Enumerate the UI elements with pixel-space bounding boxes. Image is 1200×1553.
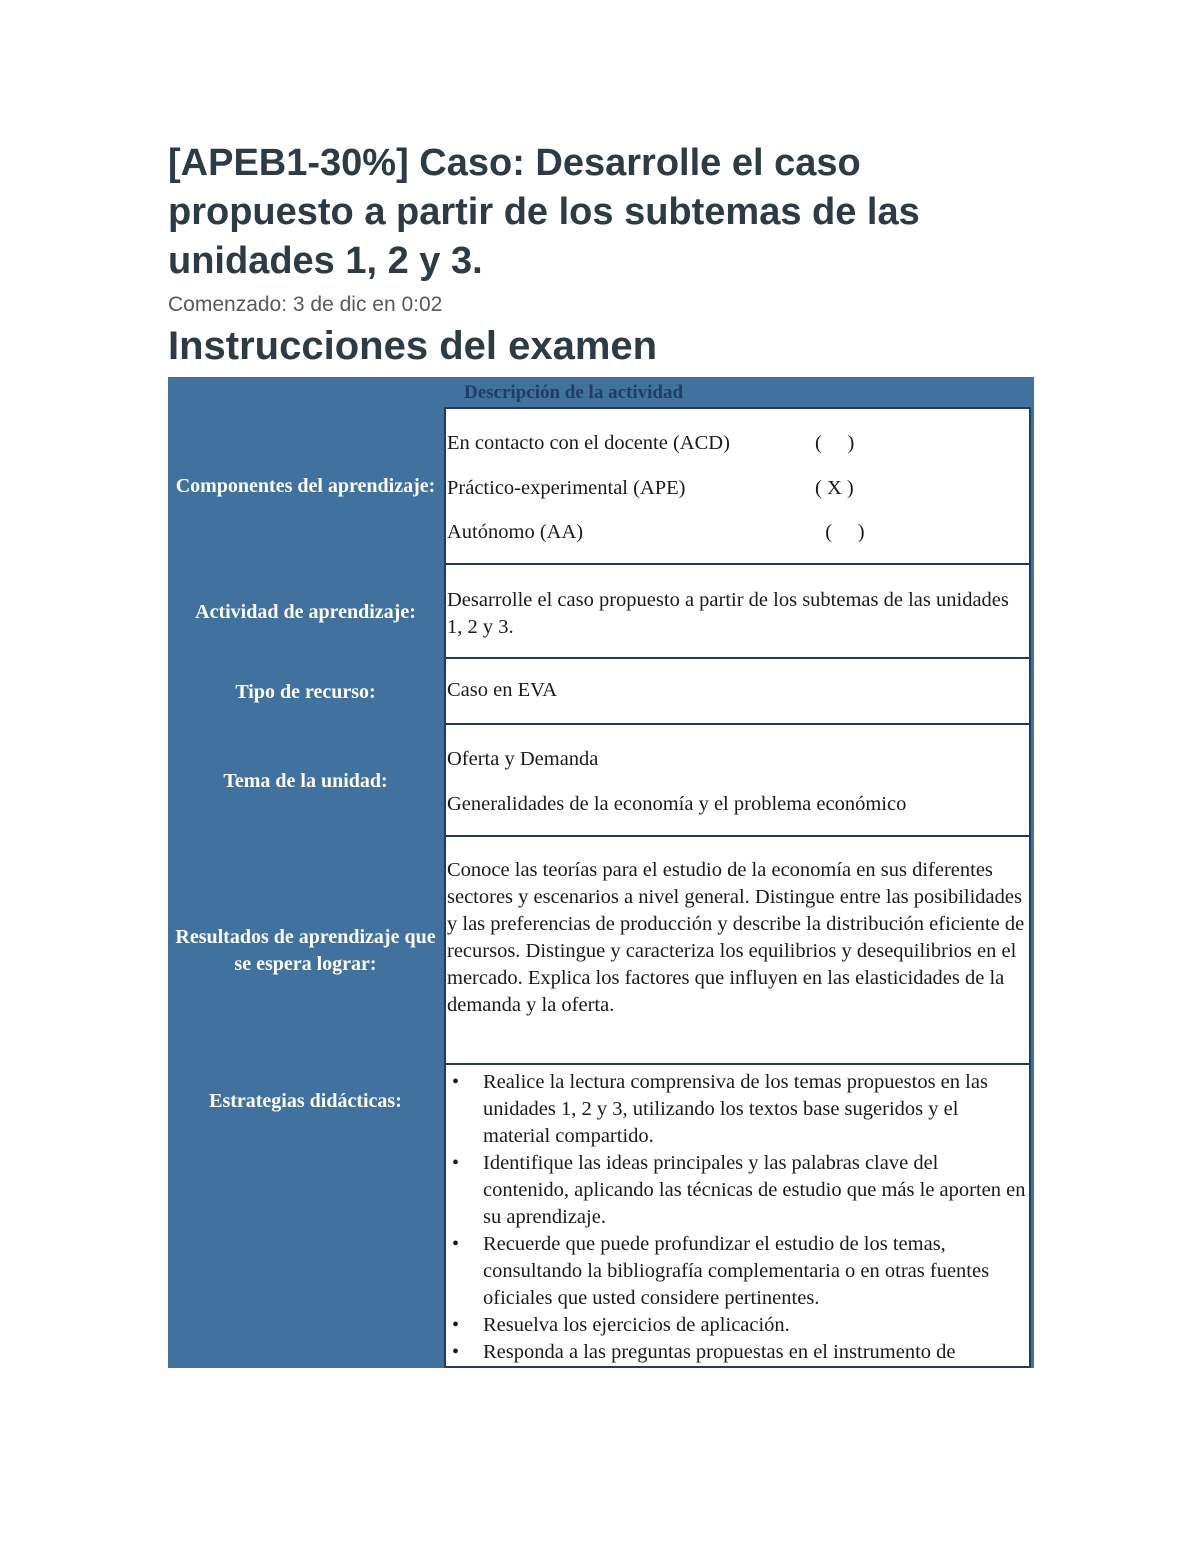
components-cell (444, 407, 1031, 565)
started-timestamp: Comenzado: 3 de dic en 0:02 (168, 293, 443, 316)
components-label: Componentes del aprendizaje: (175, 475, 436, 497)
learning-outcomes-label: Resultados de aprendizaje que se espera lograr: (175, 926, 436, 975)
activity-label: Actividad de aprendizaje: (195, 600, 416, 623)
teaching-strategies-cell (444, 1063, 1031, 1368)
learning-outcomes-cell: Conoce las teorías para el estudio de la economía en sus diferentes sectores y escenarios a nivel general. Distingue entre las posibilidades y las preferencias de producción y describe la distribución eficiente de recursos. Distingue y caracteriza los equilibrios y desequilibrios en el mercado. Explica los factores que influyen en las elasticidades de la demanda y la oferta. (444, 835, 1031, 1065)
strategies-list (447, 1069, 1029, 1366)
component-row: Autónomo (AA) ( ) (447, 521, 865, 543)
component-row: En contacto con el docente (ACD) ( ) (447, 432, 855, 454)
list-item: • Realice la lectura comprensiva de los temas propuestos en las unidades 1, 2 y 3, utilizando los textos base sugeridos y el material compartido. (483, 1069, 1029, 1150)
resource-type-label: Tipo de recurso: (235, 680, 376, 703)
resource-type-cell: Caso en EVA (444, 657, 1031, 725)
list-item: • Identifique las ideas principales y las palabras clave del contenido, aplicando las técnicas de estudio que más le aporten en su aprendizaje. (483, 1150, 1029, 1231)
activity-description-table (168, 377, 1034, 1368)
teaching-strategies-label: Estrategias didácticas: (209, 1089, 402, 1112)
page-title: [APEB1-30%] Caso: Desarrolle el caso propuesto a partir de los subtemas de las unidades 1, 2 y 3. (168, 142, 920, 282)
unit-topic-cell: Oferta y Demanda Generalidades de la economía y el problema económico (444, 723, 1031, 837)
activity-cell: Desarrolle el caso propuesto a partir de los subtemas de las unidades 1, 2 y 3. (444, 563, 1031, 659)
list-item: • Recuerde que puede profundizar el estudio de los temas, consultando la bibliografía complementaria o en otras fuentes oficiales que usted considere pertinentes. (483, 1231, 1029, 1312)
component-row: Práctico-experimental (APE) ( X ) (447, 477, 854, 499)
unit-topic-label: Tema de la unidad: (223, 769, 388, 792)
list-item: • Responda a las preguntas propuestas en el instrumento de (483, 1339, 1029, 1366)
list-item: • Resuelva los ejercicios de aplicación. (483, 1312, 1029, 1339)
exam-instructions-heading: Instrucciones del examen (168, 324, 658, 368)
table-header: Descripción de la actividad (464, 382, 684, 403)
